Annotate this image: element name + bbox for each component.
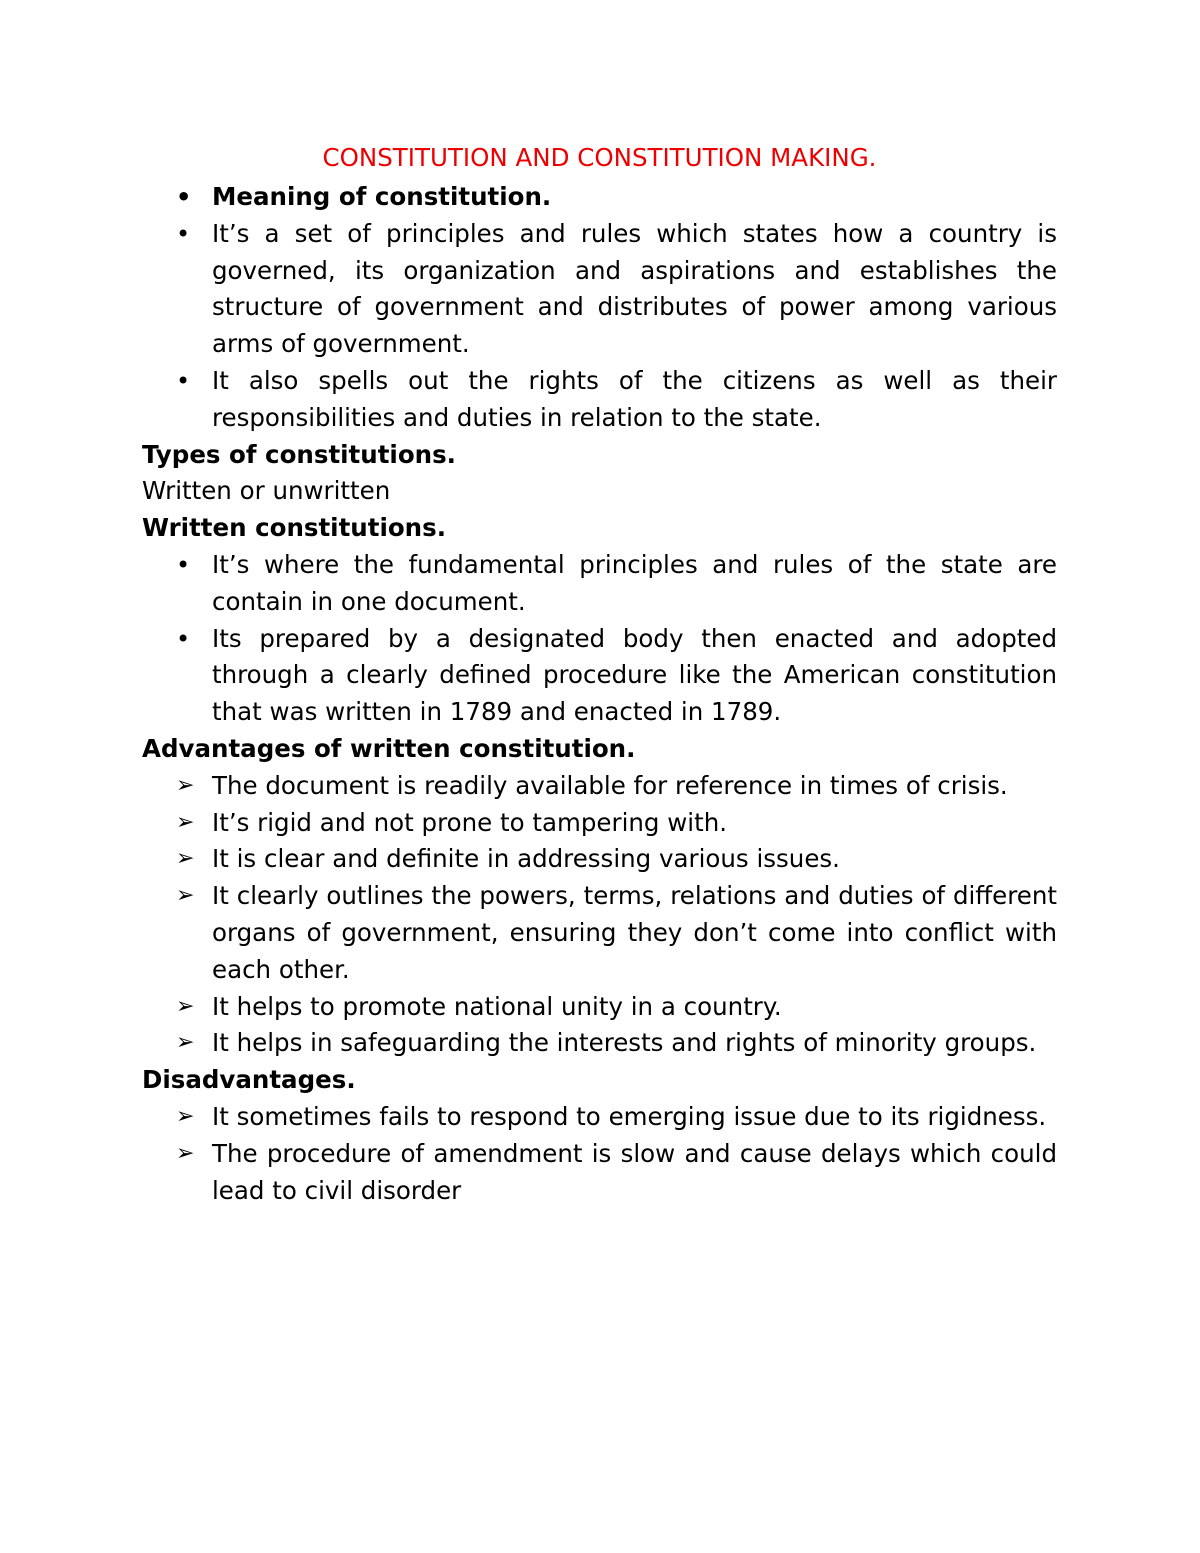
types-text: Written or unwritten [142,476,391,506]
arrow-icon: ➢ [176,1140,195,1166]
list-item [142,1099,1057,1136]
bullet-icon: • [176,183,192,211]
list-item-text: The document is readily available for reference in times of crisis. [212,770,1008,800]
list-item [142,216,1057,363]
list-item [142,363,1057,437]
bullet-icon: • [176,366,191,395]
list-item-text: Its prepared by a designated body then enacted and adopted through a clearly defined procedure like the American constitution that was written in 1789 and enacted in 1789. [212,623,1057,727]
list-item-text: It helps in safeguarding the interests and rights of minority groups. [212,1028,1037,1058]
types-heading: Types of constitutions. [142,439,456,469]
meaning-heading: Meaning of constitution. [212,182,552,211]
arrow-icon: ➢ [176,846,195,872]
disadvantages-list [142,1099,1057,1209]
list-item [142,768,1057,805]
list-item-text: It’s a set of principles and rules which states how a country is governed, its organization and aspirations and establishes the structure of government and distributes of power among various arms of government. [212,218,1057,359]
disadvantages-heading: Disadvantages. [142,1065,356,1095]
list-item [142,1025,1057,1062]
bullet-icon: • [176,219,191,248]
list-item [142,841,1057,878]
list-item-text: It’s where the fundamental principles and rules of the state are contain in one document. [212,549,1057,616]
written-heading: Written constitutions. [142,513,447,543]
document-title: CONSTITUTION AND CONSTITUTION MAKING. [322,143,877,172]
document-page [142,137,1057,1209]
arrow-icon: ➢ [176,883,195,909]
advantages-list [142,768,1057,1062]
bullet-icon: • [176,550,191,579]
list-item-text: It sometimes fails to respond to emerging issue due to its rigidness. [212,1101,1047,1131]
list-item-text: It’s rigid and not prone to tampering with. [212,807,728,837]
list-item [142,805,1057,842]
arrow-icon: ➢ [176,993,195,1019]
intro-list [142,179,1057,437]
written-list [142,547,1057,731]
arrow-icon: ➢ [176,809,195,835]
list-item [142,989,1057,1026]
list-item [142,179,1057,216]
advantages-heading: Advantages of written constitution. [142,733,636,763]
list-item-text: It clearly outlines the powers, terms, relations and duties of different organs of government, ensuring they don’t come into conflict with each other. [212,881,1057,984]
arrow-icon: ➢ [176,772,195,798]
bullet-icon: • [176,624,191,653]
list-item [142,1136,1057,1210]
list-item [142,878,1057,988]
list-item-text: The procedure of amendment is slow and cause delays which could lead to civil disorder [212,1138,1057,1205]
list-item-text: It also spells out the rights of the citizens as well as their responsibilities and duties in relation to the state. [212,365,1057,432]
arrow-icon: ➢ [176,1103,195,1129]
list-item-text: It helps to promote national unity in a country. [212,991,782,1021]
list-item-text: It is clear and definite in addressing various issues. [212,844,840,874]
list-item [142,547,1057,621]
list-item [142,621,1057,731]
arrow-icon: ➢ [176,1030,195,1056]
